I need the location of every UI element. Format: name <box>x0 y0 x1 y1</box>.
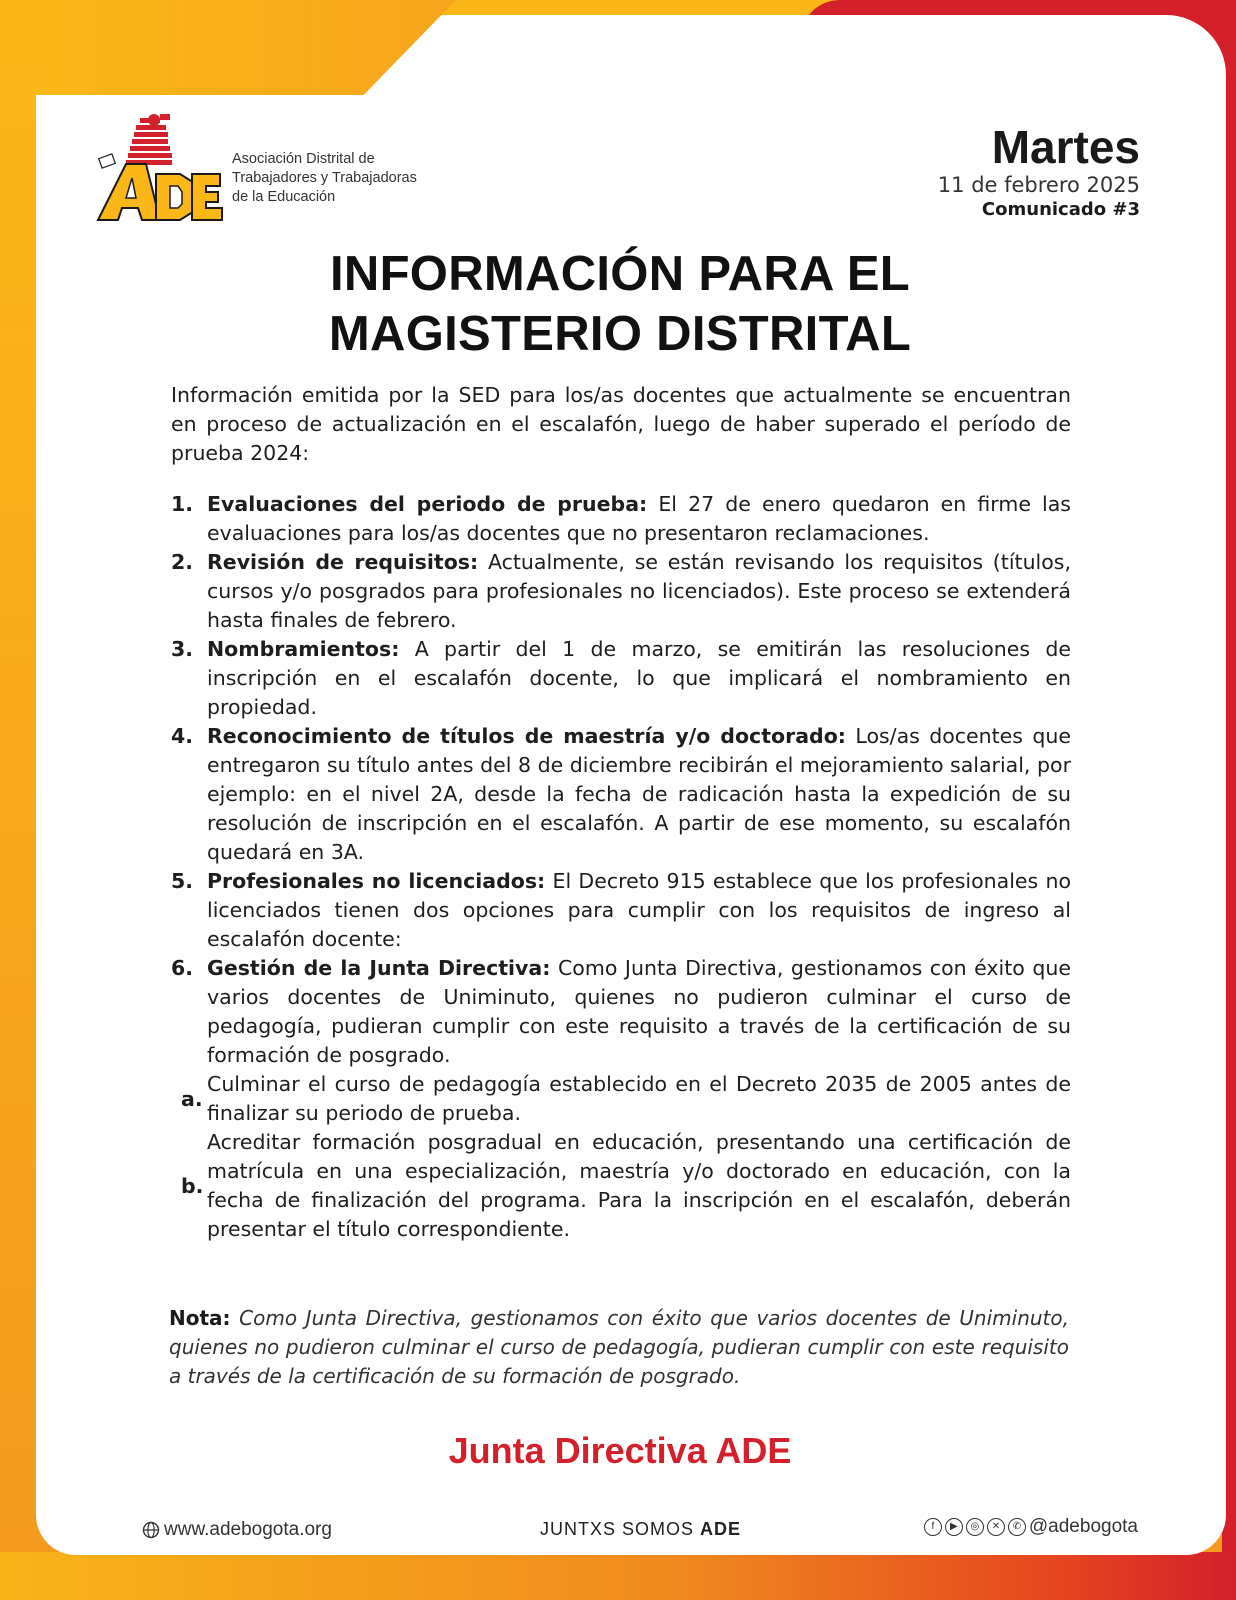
date-block <box>938 122 1140 222</box>
title-line-1: INFORMACIÓN PARA EL <box>329 247 911 301</box>
sub-item-text: Culminar el curso de pedagogía establecido en el Decreto 2035 de 2005 antes de finalizar su periodo de prueba. <box>207 1072 1071 1125</box>
list-item <box>171 954 1071 1070</box>
title-line-2: MAGISTERIO DISTRITAL <box>328 307 912 361</box>
item-text <box>207 490 1071 548</box>
item-text <box>207 722 1071 867</box>
footer-social <box>924 1516 1138 1538</box>
item-body: A partir del 1 de marzo, se emitirán las resoluciones de inscripción en el escalafón docente, lo que implicará el nombramiento en propiedad. <box>207 637 1071 719</box>
item-label: Profesionales no licenciados: <box>207 869 546 893</box>
item-number: 5. <box>171 869 194 893</box>
sub-item-text: Acreditar formación posgradual en educación, presentando una certificación de matrícula en una especialización, maestría y/o doctorado en educación, con la fecha de finalización del programa. Para la inscripción en el escalafón, deberán presentar el título correspondiente. <box>207 1130 1071 1241</box>
org-name-line-3: de la Educación <box>232 189 336 205</box>
sub-item <box>181 1128 1071 1244</box>
whatsapp-icon[interactable]: ✆ <box>1008 1518 1026 1536</box>
instagram-icon[interactable]: ◎ <box>966 1518 984 1536</box>
item-body: Los/as docentes que entregaron su título antes del 8 de diciembre recibirán el mejoramiento salarial, por ejemplo: en el nivel 2A, desde la fecha de radicación hasta la expedición de su resolución de inscripción en el escalafón. A partir de ese momento, su escalafón quedará en 3A. <box>207 724 1071 864</box>
x-icon[interactable]: ✕ <box>987 1518 1005 1536</box>
day-label: Martes <box>991 121 1140 173</box>
list-item <box>171 548 1071 635</box>
item-number: 3. <box>171 637 194 661</box>
item-label: Nombramientos: <box>207 637 400 661</box>
frame-orange-bottom <box>0 1552 1236 1600</box>
item-body: Actualmente, se están revisando los requisitos (títulos, cursos y/o posgrados para profesionales no licenciados). Este proceso se extenderá hasta finales de febrero. <box>207 550 1071 632</box>
list-item <box>171 722 1071 867</box>
slogan-prefix: JUNTXS SOMOS <box>540 1519 701 1539</box>
facebook-icon[interactable]: f <box>924 1518 942 1536</box>
list-item <box>171 490 1071 548</box>
sub-item <box>181 1070 1071 1128</box>
social-handle[interactable]: @adebogota <box>1028 1516 1138 1537</box>
item-number: 6. <box>171 956 194 980</box>
item-number: 2. <box>171 550 194 574</box>
intro-paragraph: Información emitida por la SED para los/as docentes que actualmente se encuentran en proceso de actualización en el escalafón, luego de haber superado el período de prueba 2024: <box>171 383 1071 465</box>
org-name-line-1: Asociación Distrital de <box>232 151 375 167</box>
item-label: Gestión de la Junta Directiva: <box>207 956 551 980</box>
item-text <box>207 954 1071 1070</box>
website-link[interactable]: www.adebogota.org <box>164 1519 332 1540</box>
item-label: Reconocimiento de títulos de maestría y/o doctorado: <box>207 724 846 748</box>
list-item <box>171 867 1071 954</box>
info-list <box>171 490 1071 1244</box>
ade-logo <box>96 112 226 232</box>
item-label: Revisión de requisitos: <box>207 550 479 574</box>
slogan-brand: ADE <box>700 1519 742 1539</box>
note-text: Como Junta Directiva, gestionamos con éxito que varios docentes de Uniminuto, quienes no pudieron culminar el curso de pedagogía, pudieran cumplir con este requisito a través de la certificación de su formación de posgrado. <box>169 1306 1069 1388</box>
item-body: El Decreto 915 establece que los profesionales no licenciados tienen dos opciones para cumplir con los requisitos de ingreso al escalafón docente: <box>207 869 1071 951</box>
item-body: El 27 de enero quedaron en firme las evaluaciones para los/as docentes que no presentaron reclamaciones. <box>207 492 1071 545</box>
list-item <box>171 635 1071 722</box>
page-title <box>200 244 1040 364</box>
item-text <box>207 867 1071 954</box>
org-name-line-2: Trabajadores y Trabajadoras <box>232 170 417 186</box>
signature: Junta Directiva ADE <box>448 1430 792 1471</box>
item-label: Evaluaciones del periodo de prueba: <box>207 492 648 516</box>
note-paragraph <box>169 1304 1069 1391</box>
sub-item-letter: b. <box>181 1173 204 1198</box>
item-text <box>207 548 1071 635</box>
org-name <box>232 150 462 207</box>
item-number: 4. <box>171 724 194 748</box>
sub-item-letter: a. <box>181 1086 203 1111</box>
item-text <box>207 635 1071 722</box>
comunicado-label: Comunicado #3 <box>981 199 1140 220</box>
item-number: 1. <box>171 492 194 516</box>
item-body: Como Junta Directiva, gestionamos con éxito que varios docentes de Uniminuto, quienes no pudieron culminar el curso de pedagogía, pudieran cumplir con este requisito a través de la certificación de su formación de posgrado. <box>207 956 1071 1067</box>
footer-website[interactable] <box>142 1519 332 1541</box>
note-label: Nota: <box>169 1306 231 1330</box>
footer-slogan <box>540 1519 741 1540</box>
date-label: 11 de febrero 2025 <box>937 173 1140 197</box>
youtube-icon[interactable]: ▶ <box>945 1518 963 1536</box>
globe-icon <box>142 1521 160 1539</box>
sub-list <box>181 1070 1071 1244</box>
